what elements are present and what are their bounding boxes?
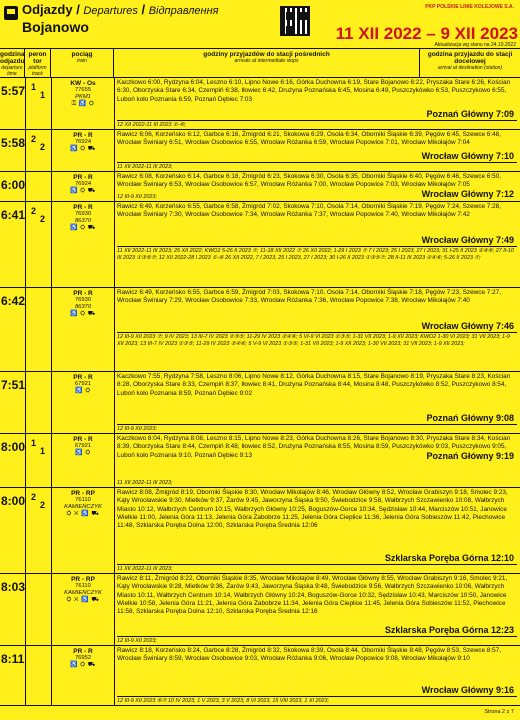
calendar-notes: 11 XII 2022-11 III 2023; — [117, 162, 517, 171]
train-number: 76924 — [74, 181, 92, 187]
departure-time: 8:00 — [1, 440, 26, 454]
train-number: 76924 — [74, 139, 92, 145]
track-number: 2 — [40, 214, 46, 224]
divider — [114, 78, 115, 706]
train-info — [56, 132, 110, 153]
calendar-notes: 12 III-9 XII 2023 ⑦; 9 IV 2023; 13 III-7 IV 2023 ①③⑤; 11-29 IV 2023 ②④⑥; 5 VI-9 VI 2023 ①③⑤; 1-31 VII 2023; 1-9 XII 2023; KWO2 1-30 VI 2023; 31 VII 2023; 1-9 XII 2023; 13 III-7 IV 2023 ①③⑤; 11-29 IV 2023 ②④⑥; 5 V-9 VI 2023 ①③⑤; 1-31 VII 2023; 1-9 XII 2023; 1-30 VII 2023; 31 VII 2023; 1-9 XII 2023; — [117, 332, 517, 349]
destination-arrival: Szklarska Poręba Górna 12:23 — [384, 625, 514, 635]
intermediate-stops: Kaczkowo 8:04, Rydzyna 8:08, Leszno 8:15, Lipno Nowe 8:23, Górka Duchowna 8:26, Stare Bojanowo 8:30, Pryszaka Stare 8:34, Kościan 8:39, Oborzyska Stare 8:44, Czempiń 8:48, Iłowiec 8:52, Drużyna Poznańska 8:55, Mosina 8:59, Puszczykówko 9:03, Puszczykowo 9:05, Luboń koło Poznania 9:10, Poznań Dębiec 9:13 — [117, 435, 511, 459]
destination-arrival: Wrocław Główny 7:46 — [421, 321, 514, 331]
calendar-notes: 12 III-9 XII 2023 ⑥⑦ 10 IV 2023, 1 V 2023, 3 V 2023, 8 VI 2023, 15 VIII 2023, 1 XI 2023; — [117, 696, 517, 705]
departure-row — [0, 434, 520, 488]
train-info — [56, 80, 110, 108]
calendar-notes: 11 XII 2022-11 III 2023; 25 XII 2022; KWO2 5-26 II 2023 ⑦; 11-18 XII 2022 ⑦ 26 XII 2022; 1-29 I 2023 ⑦ 7 I 2023; 25 I 2023, 27 I 2023; 31 I-25 II 2023 ②④⑥; 27 II-10 III 2023 ①③⑤⑦; 12 XII 2022-28 I 2023 ①-⑥ 26 XII 2022, 7 I 2023, 25 I 2023, 27 I 2023; 30 I-26 II 2023 ①③⑤⑦; 28 II-11 III 2023 ②④⑥; 5-26 II 2023 ⑦; — [117, 246, 517, 263]
intermediate-stops: Rawicz 6:49, Korzeńsko 6:55, Garbce 6:59, Żmigród 7:03, Skokowa 7:10, Osola 7:14, Oborniki Śląskie 7:18, Pęgów 7:23, Szewce 7:27, Wrocław Świniary 7:29, Wrocław Osobowice 7:33, Wrocław Różanka 7:36, Wrocław Popowice 7:38, Wrocław Mikołajów 7:40 — [117, 289, 502, 305]
departure-time: 6:42 — [1, 294, 26, 308]
calendar-notes: 11 XII 2022-11 III 2023; — [117, 480, 173, 486]
page-number: Strona 2 z 7 — [484, 709, 514, 715]
header — [0, 0, 520, 48]
departure-row — [0, 372, 520, 434]
departure-time: 6:41 — [1, 208, 26, 222]
destination-arrival: Poznań Główny 9:19 — [426, 451, 514, 461]
intermediate-stops: Rawicz 8:08, Żmigród 8:19, Oborniki Śląskie 8:30, Wrocław Mikołajów 8:46, Wrocław Główny 8:52, Wrocław Grabiszyn 9:18, Smolec 9:23, Kąty Wrocławskie 9:30, Mietków 9:37, Żarów 9:45, Jaworzyna Śląska 9:50, Świebodzice 9:58, Wałbrzych Szczawienko 10:08, Wałbrzych Miasto 10:12, Wałbrzych Centrum 10:15, Wałbrzych Główny 10:25, Boguszów-Gorce 10:34, Sędzisław 10:44, Marciszów 10:51, Janowice Wielkie 11:00, Jelenia Góra 11:13, Jelenia Góra Zabobrze 11:25, Jelenia Góra Cieplice 11:36, Jelenia Góra Sobieszów 11:42, Piechowice 11:48, Szklarska Poręba Dolna 12:00, Szklarska Poręba Średnia 12:06 — [117, 489, 508, 530]
train-category: PR - R — [73, 374, 93, 381]
departure-row — [0, 288, 520, 372]
train-category: PR - R — [73, 290, 93, 297]
departure-row — [0, 646, 520, 706]
update-note: Aktualizacja wg stanu na 24.10.2022 — [434, 42, 516, 48]
train-amenities-icon: ♿ ⛭ ⛟ — [70, 188, 96, 194]
train-name: PKM1 — [75, 94, 91, 100]
calendar-notes: 11 XII 2022-11 III 2023; — [117, 564, 517, 573]
destination-arrival: Wrocław Główny 7:12 — [421, 189, 514, 199]
train-number: 67921 — [74, 443, 92, 449]
train-number: 76952 — [74, 655, 92, 661]
destination-arrival: Wrocław Główny 7:10 — [421, 151, 514, 161]
departure-row — [0, 172, 520, 202]
calendar-notes: 12 III-9 XII 2023; — [117, 194, 157, 200]
intermediate-stops: Rawicz 6:06, Korzeńsko 6:12, Garbce 6:16, Żmigród 6:21, Skokowa 6:29, Osola 6:34, Oborniki Śląskie 6:39, Pęgów 6:45, Szewce 6:48, Wrocław Świniary 6:51, Wrocław Osobowice 6:55, Wrocław Różanka 6:59, Wrocław Popowice 7:01, Wrocław Mikołajów 7:04 — [117, 131, 502, 147]
train-amenities-icon: ♿ ⛭ ⛟ — [70, 225, 96, 231]
column-headers — [0, 48, 520, 78]
departure-row — [0, 488, 520, 574]
train-icon — [4, 6, 18, 20]
departure-time: 6:00 — [1, 178, 26, 192]
train-name: KAMIEŃCZYK — [64, 590, 102, 596]
intermediate-stops: Kaczkowo 7:55, Rydzyna 7:58, Leszno 8:06, Lipno Nowe 8:12, Górka Duchowna 8:15, Stare Bojanowo 8:19, Pryszaka Stare 8:23, Kościan 8:28, Oborzyska Stare 8:33, Czempiń 8:37, Iłowiec 8:41, Drużyna Poznańska 8:44, Mosina 8:48, Puszczykówko 8:52, Puszczykowo 8:54, Luboń koło Poznania 8:59, Poznań Dębiec 9:02 — [117, 373, 511, 397]
train-category: KW - Os — [70, 80, 96, 87]
platform-number: 1 — [31, 82, 37, 92]
track-number: 1 — [40, 90, 46, 100]
train-category: PR - R — [73, 174, 93, 181]
intermediate-stops: Rawicz 6:49, Korzeńsko 6:55, Garbce 6:58, Żmigród 7:02, Skokowa 7:10, Osola 7:14, Oborniki Śląskie 7:19, Pęgów 7:24, Szewce 7:28, Wrocław Świniary 7:30, Wrocław Osobowice 7:34, Wrocław Różanka 7:37, Wrocław Popowice 7:40, Wrocław Mikołajów 7:42 — [117, 203, 502, 219]
train-info — [56, 648, 110, 669]
qr-code-icon — [280, 6, 310, 36]
destination-arrival: Szklarska Poręba Górna 12:10 — [384, 553, 514, 563]
train-category: PR - R — [73, 648, 93, 655]
departure-time: 5:57 — [1, 84, 26, 98]
col-destination: godzina przyjazdu do stacji docelowej arrival at destination (station) — [427, 51, 513, 71]
train-number: 67921 — [74, 381, 92, 387]
calendar-notes: 12 III-9 XII 2023; — [117, 636, 517, 645]
train-amenities-icon: ♿ ⛭ — [75, 388, 91, 394]
train-info — [56, 490, 110, 518]
departure-row — [0, 202, 520, 288]
departure-row — [0, 130, 520, 172]
train-info — [56, 204, 110, 232]
train-amenities-icon: ♿ ⛭ ⛟ — [70, 662, 96, 668]
train-amenities-icon: ⛭ ✕ ♿ ⛟ — [66, 597, 100, 603]
train-info — [56, 174, 110, 195]
train-category: PR - R — [73, 436, 93, 443]
train-number: 76930 — [74, 297, 92, 303]
train-amenities-icon: ♿ ⛭ — [75, 450, 91, 456]
train-number: 77655 — [74, 87, 92, 93]
intermediate-stops: Rawicz 6:08, Korzeńsko 6:14, Garbce 6:18, Żmigród 6:23, Skokowa 6:30, Osola 6:35, Oborniki Śląskie 6:40, Pęgów 6:46, Szewce 6:50, Wrocław Świniary 6:53, Wrocław Osobowice 6:57, Wrocław Różanka 7:00, Wrocław Popowice 7:03, Wrocław Mikołajów 7:05 — [117, 173, 502, 189]
destination-arrival: Poznań Główny 7:09 — [426, 109, 514, 119]
train-name: KAMIEŃCZYK — [64, 504, 102, 510]
station-name: Bojanowo — [22, 19, 89, 35]
col-stops: godziny przyjazdów do stacji pośrednich arrivals at intermediate stops — [114, 49, 420, 77]
track-number: 2 — [40, 500, 46, 510]
departure-time: 8:03 — [1, 580, 26, 594]
departure-time: 8:00 — [1, 494, 26, 508]
divider — [51, 78, 52, 706]
train-name: 86370 — [74, 218, 92, 224]
train-number: 76110 — [75, 497, 91, 503]
train-amenities-icon: ♿ ⛭ ⛟ — [70, 311, 96, 317]
train-amenities-icon: ⛭ ✕ ♿ ⛟ — [66, 511, 100, 517]
calendar-notes: 12 III-9 XII 2023; — [117, 424, 517, 433]
divider — [25, 78, 26, 706]
departure-row — [0, 574, 520, 646]
train-amenities-icon: ⚿ ♿ ⛭ — [71, 101, 95, 107]
train-category: PR - R — [73, 132, 93, 139]
departure-time: 8:11 — [1, 652, 25, 666]
col-time: godzina odjazdu departure time — [0, 51, 25, 77]
train-category: PR - RP — [71, 490, 95, 497]
pkp-logo: PKP POLSKIE LINIE KOLEJOWE S.A. — [425, 4, 514, 10]
train-number: 76110 — [75, 583, 91, 589]
destination-arrival: Poznań Główny 9:08 — [426, 413, 514, 423]
intermediate-stops: Kaczkowo 6:00, Rydzyna 6:04, Leszno 6:10, Lipno Nowe 6:16, Górka Duchowna 6:19, Stare Bojanowo 6:22, Pryszaka Stare 6:26, Kościan 6:30, Oborzyska Stare 6:34, Czempiń 6:38, Iłowiec 6:42, Drużyna Poznańska 6:45, Mosina 6:49, Puszczykówko 6:53, Puszczykowo 6:55, Luboń koło Poznania 6:59, Poznań Dębiec 7:03 — [117, 79, 511, 103]
train-category: PR - RP — [71, 576, 95, 583]
intermediate-stops: Rawicz 8:18, Korzeńsko 8:24, Garbce 8:28, Żmigród 8:32, Skokowa 8:39, Osola 8:44, Oborniki Śląskie 8:48, Pęgów 8:53, Szewce 8:57, Wrocław Świniary 8:59, Wrocław Osobowice 9:03, Wrocław Różanka 9:06, Wrocław Popowice 9:08, Wrocław Mikołajów 9:10 — [117, 647, 502, 663]
departure-row — [0, 78, 520, 130]
train-category: PR - R — [73, 204, 93, 211]
train-info — [56, 436, 110, 457]
train-number: 76930 — [74, 211, 92, 217]
destination-arrival: Wrocław Główny 7:49 — [421, 235, 514, 245]
col-train: pociąg train — [51, 49, 114, 77]
train-info — [56, 576, 110, 604]
departure-time: 5:58 — [1, 136, 26, 150]
platform-number: 2 — [31, 492, 37, 502]
destination-arrival: Wrocław Główny 9:16 — [421, 685, 514, 695]
train-name: 86370 — [74, 304, 92, 310]
platform-number: 1 — [31, 438, 37, 448]
validity-dates: 11 XII 2022 – 9 XII 2023 — [335, 24, 518, 43]
train-info — [56, 290, 110, 318]
train-amenities-icon: ♿ ⛭ ⛟ — [70, 146, 96, 152]
track-number: 1 — [40, 446, 46, 456]
platform-number: 2 — [31, 134, 37, 144]
page-title: Odjazdy / Departures / Відправлення — [22, 2, 219, 17]
col-platform: peron tor platform track — [25, 49, 51, 77]
calendar-notes: 12 XII 2022-11 III 2023 ①-⑥; — [117, 120, 517, 129]
intermediate-stops: Rawicz 8:11, Żmigród 8:22, Oborniki Śląskie 8:35, Wrocław Mikołajów 8:49, Wrocław Główny 8:55, Wrocław Grabiszyn 9:16, Smolec 9:21, Kąty Wrocławskie 9:28, Mietków 9:36, Żarów 9:43, Jaworzyna Śląska 9:48, Świebodzice 9:56, Wałbrzych Szczawienko 10:06, Wałbrzych Miasto 10:11, Wałbrzych Centrum 10:14, Wałbrzych Główny 10:24, Boguszów-Gorce 10:32, Sędzisław 10:43, Marciszów 10:50, Janowice Wielkie 10:58, Jelenia Góra 11:21, Jelenia Góra Zabobrze 11:34, Jelenia Góra Cieplice 11:45, Jelenia Góra Sobieszów 11:52, Piechowice 11:58, Szklarska Poręba Dolna 12:10, Szklarska Poręba Średnia 12:16 — [117, 575, 508, 616]
departure-time: 7:51 — [1, 378, 26, 392]
track-number: 2 — [40, 142, 46, 152]
train-info — [56, 374, 110, 395]
platform-number: 2 — [31, 206, 37, 216]
